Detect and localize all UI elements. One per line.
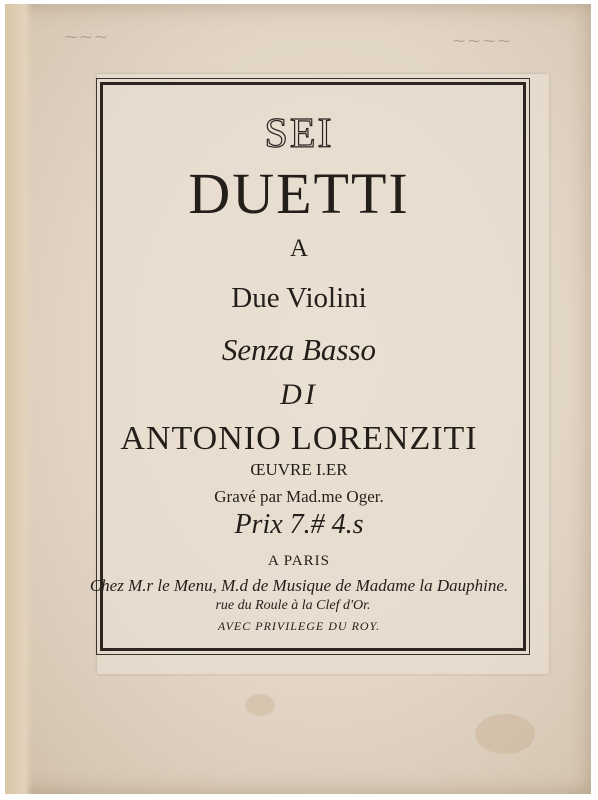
instrumentation: Due Violini [231,282,367,314]
paper-stain [475,714,535,754]
handwritten-note: ⁓ ⁓ ⁓ [65,30,107,44]
title-duetti: DUETTI [188,161,410,226]
scoring-note: Senza Basso [221,332,377,367]
royal-privilege: AVEC PRIVILEGE DU ROY. [217,619,381,633]
publisher-address: rue du Roule à la Clef d'Or. [215,598,371,613]
title-a: A [289,235,309,262]
composer-name: ANTONIO LORENZITI [120,420,478,457]
handwritten-note: ⁓ ⁓ ⁓ ⁓ [453,34,510,48]
publication-city: A PARIS [268,553,330,569]
price: Prix 7.# 4.s [234,509,364,540]
opus-number: ŒUVRE I.ER [250,460,348,479]
engraver-credit: Gravé par Mad.me Oger. [214,487,384,506]
title-sei: SEI [264,111,334,157]
paper-stain [245,694,275,716]
title-di: DI [280,378,318,411]
publisher-line: Chez M.r le Menu, M.d de Musique de Madame la Dauphine. [89,576,509,595]
